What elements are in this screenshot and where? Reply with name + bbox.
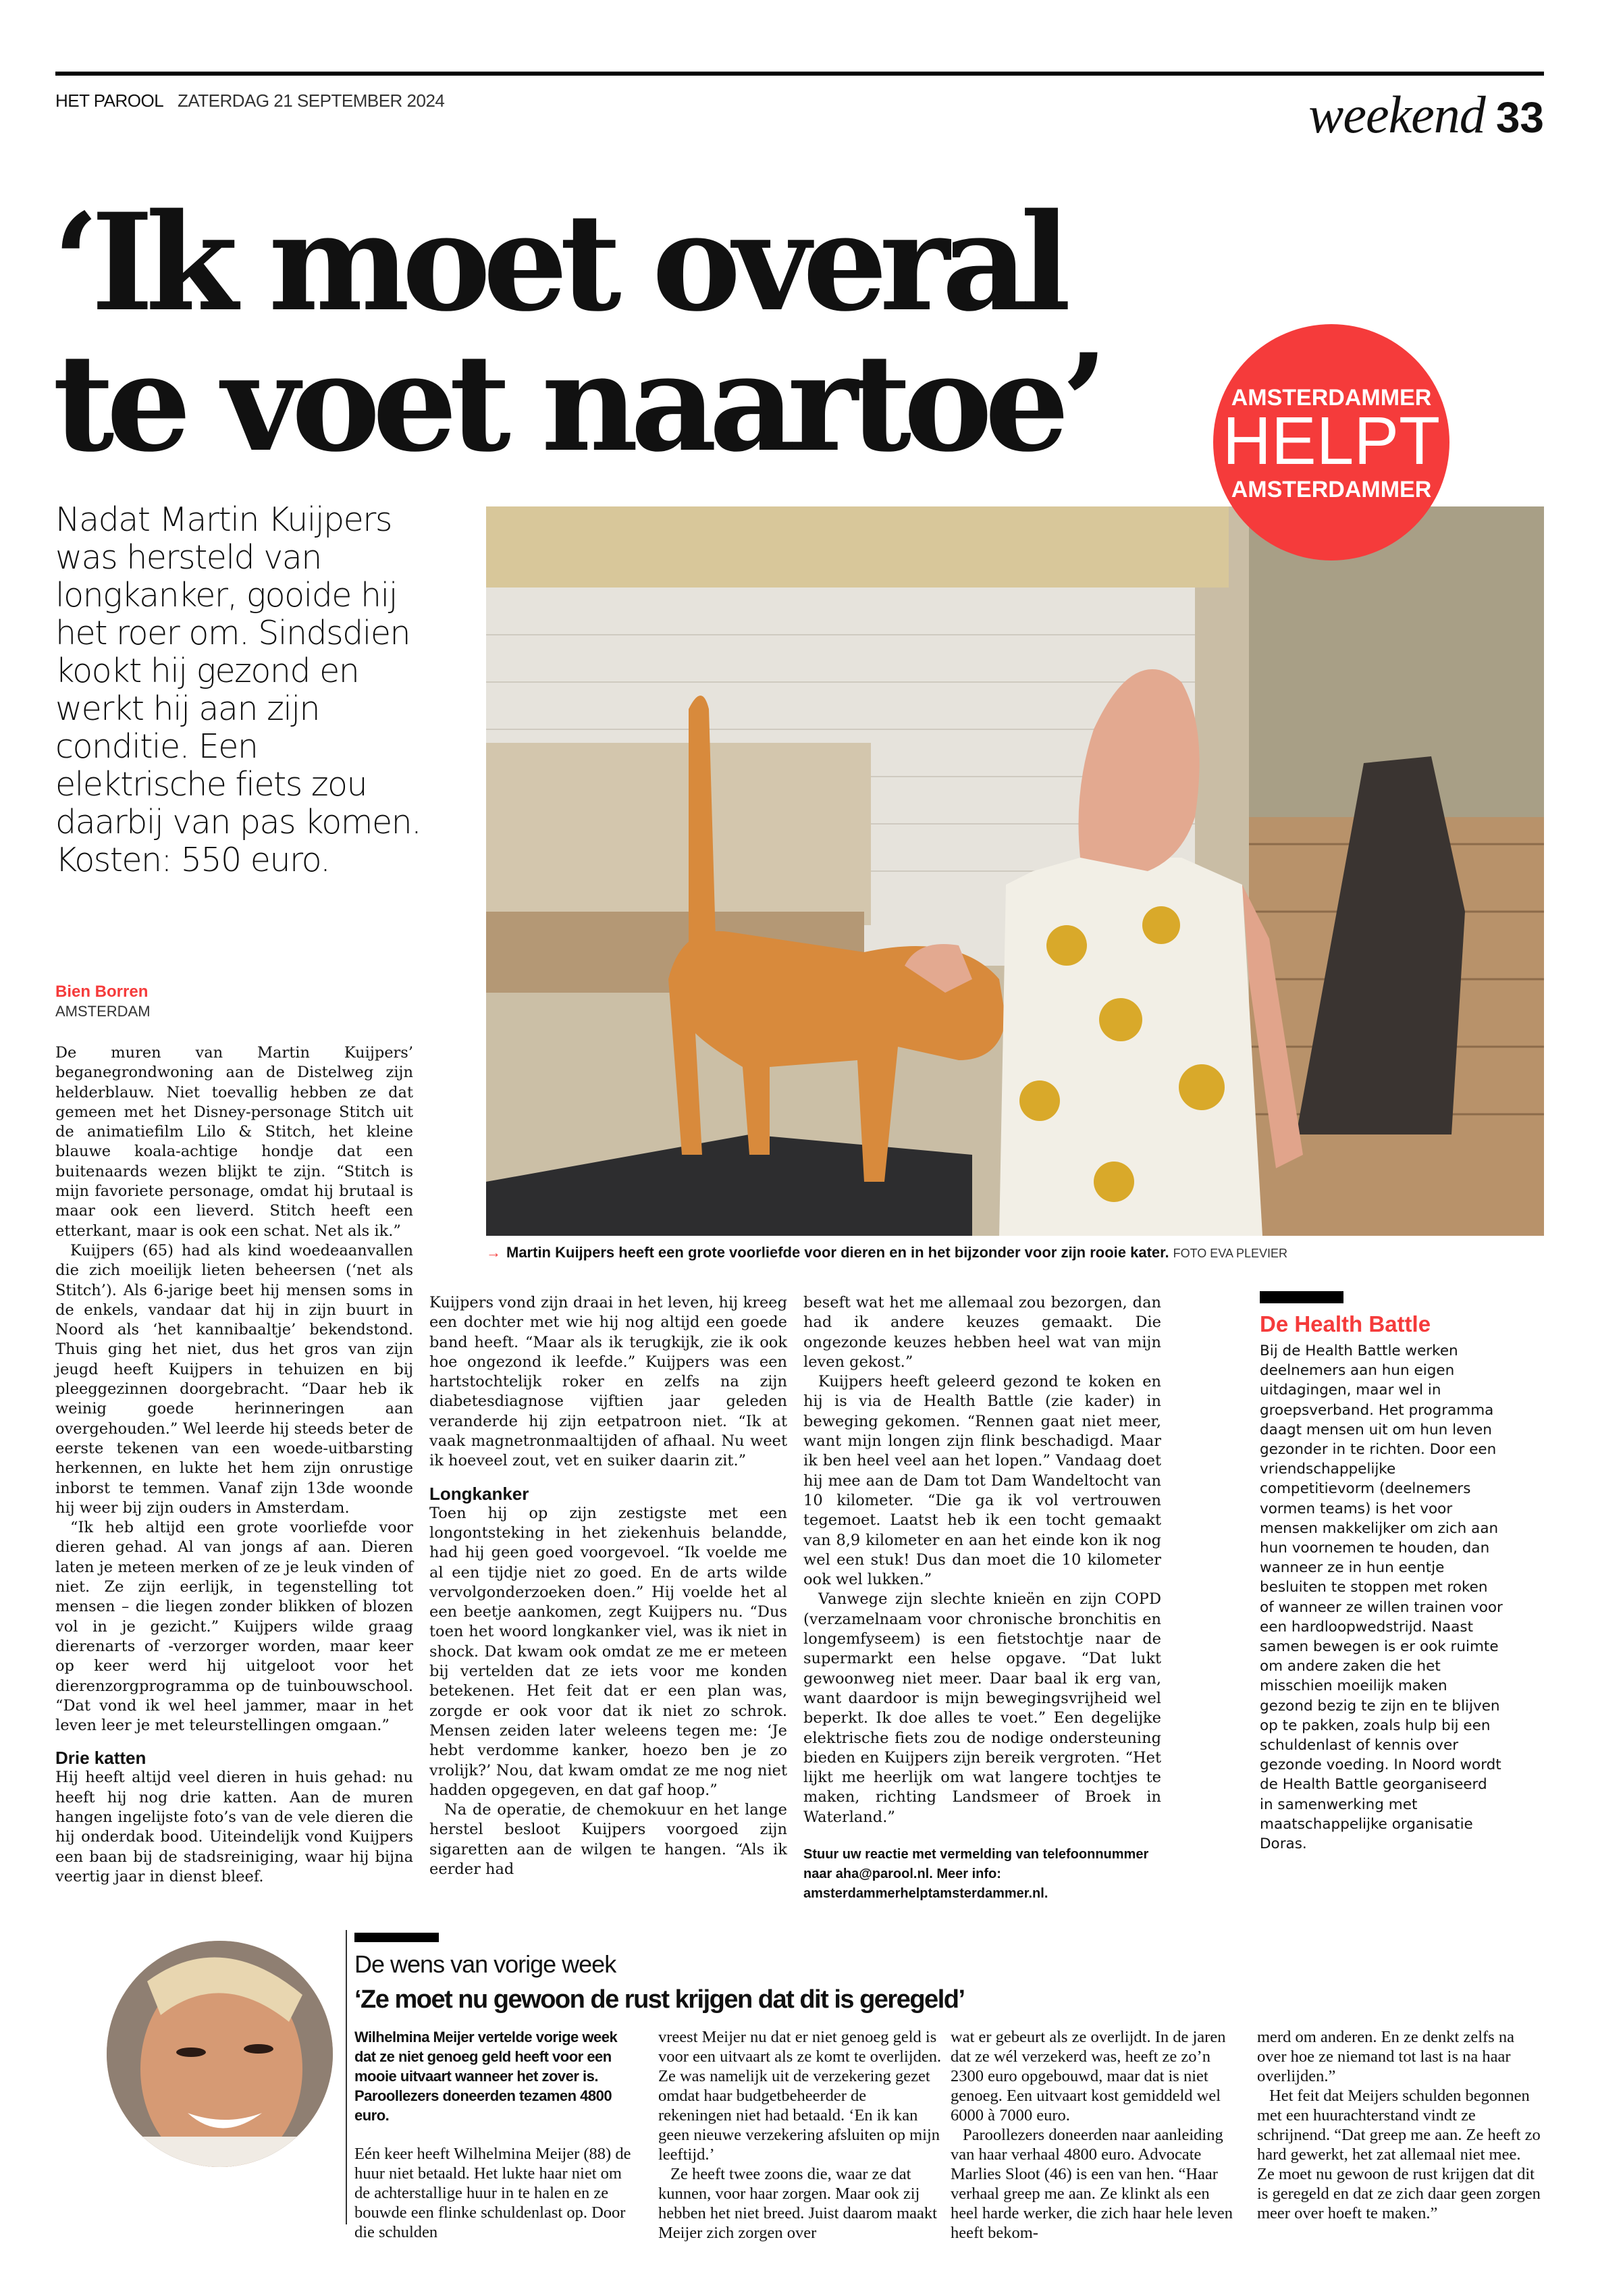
article-photo xyxy=(486,506,1544,1236)
wens-paragraph: Ze heeft twee zoons die, waar ze dat kunnen, voor haar zorgen. Maar ook zij hebben het niet breed. Juist daarom maakt Meijer zich zorgen over xyxy=(658,2165,937,2242)
reader-response-note: Stuur uw reactie met vermelding van telefoonnummer naar aha@parool.nl. Meer info: amsterdammerhelptamsterdammer.nl. xyxy=(803,1847,1149,1902)
wens-paragraph: Paroollezers doneerden naar aanleiding van haar verhaal 4800 euro. Advocate Marlies Sloot (46) is een van hen. “Haar verhaal greep me aan. Ze klinkt als een heel harde werker, die zich haar hele leven heeft bekom- xyxy=(951,2126,1233,2242)
issue-date: ZATERDAG 21 SEPTEMBER 2024 xyxy=(177,90,445,111)
paragraph: Na de operatie, de chemokuur en het lange herstel besloot Kuijpers voorgoed zijn sigaretten aan de wilgen te hangen. “Als ik eerder had xyxy=(429,1801,787,1879)
wens-column-3 xyxy=(951,2027,1234,2243)
health-battle-box xyxy=(1260,1291,1503,1854)
column-3-body xyxy=(803,1293,1161,1827)
paragraph: Kuijpers vond zijn draai in het leven, hij kreeg een dochter met wie hij nog altijd een goede band heeft. “Maar als ik terugkijk, zie ik ook hoe ongezond ik leefde.” Kuijpers was een hartstochtelijk roker en zelfs na zijn diabetesdiagnose vijftien jaar geleden veranderde hij zijn eetpatroon niet. “Ik at vaak magnetronmaaltijden of afhaal. Nu weet ik hoeveel zout, vet en suiker daarin zit.” xyxy=(429,1294,787,1470)
wens-paragraph: Eén keer heeft Wilhelmina Meijer (88) de huur niet betaald. Het lukte haar niet om de achterstallige huur in te halen en ze bouwde een flinke schuldenlast op. Door die schulden xyxy=(354,2145,631,2241)
amsterdammer-helpt-badge xyxy=(1213,324,1449,560)
wens-kicker: De wens van vorige week xyxy=(354,1950,616,1978)
headline-line-2: te voet naartoe’ xyxy=(53,324,1100,481)
wens-column-4 xyxy=(1257,2027,1541,2223)
photo-illustration xyxy=(486,506,1544,1236)
article-column-2 xyxy=(429,1293,787,1879)
paragraph: “Ik heb altijd een grote voorliefde voor dieren gehad. Al van jongs af aan. Dieren laten je meteen merken of ze je leuk vinden of niet. Ze zijn eerlijk, in tegenstelling tot mensen – die liegen zonder blikken of blozen vol in je gezicht.” Kuijpers wilde graag dierenarts of -verzorger worden, maar keer op keer werd hij uitgeloot voor het dierenzorgprogramma op de tuinbouwschool. “Dat vond ik wel heel jammer, maar in het leven leer je met teleurstellingen omgaan.” xyxy=(55,1519,413,1735)
photo-credit: FOTO EVA PLEVIER xyxy=(1173,1247,1288,1260)
badge-line-3: AMSTERDAMMER xyxy=(1231,477,1432,502)
article-column-3 xyxy=(803,1293,1161,1904)
intro-text: Nadat Martin Kuijpers was hersteld van longkanker, gooide hij het roer om. Sindsdien kookt hij gezond en werkt hij aan zijn conditie. Een elektrische fiets zou daarbij van pas komen. Kosten: 550 euro. xyxy=(55,500,421,879)
portrait-photo xyxy=(107,1941,333,2167)
paragraph: Hij heeft altijd veel dieren in huis gehad: nu heeft hij nog drie katten. Aan de muren hangen ingelijste foto’s van de vele dieren die hij onderdak bood. Uiteindelijk vond Kuijpers een baan bij de stadsreiniging, waar hij bijna veertig jaar in dienst bleef. xyxy=(55,1769,413,1885)
page-number: 33 xyxy=(1495,93,1544,142)
newspaper-name: HET PAROOL xyxy=(55,90,164,111)
wens-paragraph: wat er gebeurt als ze overlijdt. In de jaren dat ze wél verzekerd was, heeft ze zo’n 2300 euro opgebouwd, maar dat is niet genoeg. Een uitvaart kost gemiddeld wel 6000 à 7000 euro. xyxy=(951,2028,1226,2124)
headline xyxy=(53,184,1133,481)
wens-paragraph: merd om anderen. En ze denkt zelfs na over hoe ze niemand tot last is na haar overlijden.” xyxy=(1257,2028,1514,2085)
badge-line-2: HELPT xyxy=(1222,403,1441,479)
section-header xyxy=(1308,84,1544,145)
caption-text: Martin Kuijpers heeft een grote voorliefde voor dieren en in het bijzonder voor zijn rooie kater. xyxy=(506,1244,1169,1261)
column-divider xyxy=(346,1930,347,2224)
paragraph: Kuijpers (65) had als kind woedeaanvallen die zich moeilijk lieten beheersen (‘net als Stitch’). Als 6-jarige beet hij mensen soms in de enkels, vandaar dat hij in zijn buurt in Noord als ‘het kannibaaltje’ bekendstond. Thuis ging het niet, dus het gros van zijn jeugd heeft Kuijpers in tehuizen en bij pleeggezinnen doorgebracht. “Daar heb ik weinig goede herinneringen aan overgehouden.” Wel leerde hij steeds beter de eerste tekenen van een woede-uitbarsting herkennen, en lukte het hem zijn onrustige inborst te temmen. Vanaf zijn 13de woonde hij weer bij zijn ouders in Amsterdam. xyxy=(55,1241,413,1517)
wens-column-1 xyxy=(354,2027,638,2242)
wens-column-2 xyxy=(658,2027,942,2243)
badge-line-1: AMSTERDAMMER xyxy=(1231,385,1432,411)
top-rule xyxy=(55,72,1544,76)
paragraph: Vanwege zijn slechte knieën en zijn COPD (verzamelnaam voor chronische bronchitis en longemfyseem) is een fietstochtje naar de supermarkt een helse opgave. “Dat lukt gewoonweg niet meer. Daar baal ik erg van, want daardoor is mijn bewegingsvrijheid wel beperkt. Ik doe alles te voet.” Een degelijke elektrische fiets zou de nodige ondersteuning bieden en Kuijpers zijn bereik vergroten. “Het lijkt me heerlijk om wat langere tochtjes te maken, richting Landsmeer of Broek in Waterland.” xyxy=(803,1590,1161,1826)
wens-paragraph: vreest Meijer nu dat er niet genoeg geld is voor een uitvaart als ze komt te overlijden. Ze was namelijk uit de verzekering gezet omdat haar budgetbeheerder de rekeningen niet had betaald. ‘En ik kan geen nieuwe verzekering afsluiten op mijn leeftijd.’ xyxy=(658,2028,942,2164)
wens-paragraph: Het feit dat Meijers schulden begonnen met een huurachterstand vindt ze schrijnend. “Dat greep me aan. Ze heeft zo hard gewerkt, het zat allemaal niet mee. Ze moet nu gewoon de rust krijgen dat dit is geregeld en dat ze zich daar geen zorgen meer over hoeft te maken.” xyxy=(1257,2087,1541,2222)
byline xyxy=(55,983,151,1020)
wens-headline: ‘Ze moet nu gewoon de rust krijgen dat dit is geregeld’ xyxy=(354,1985,965,2014)
headline-line-1: ‘Ik moet overal xyxy=(53,184,1063,341)
portrait-illustration xyxy=(107,1941,333,2167)
paragraph: Kuijpers heeft geleerd gezond te koken en hij is via de Health Battle (zie kader) in beweging gekomen. “Rennen gaat niet meer, want mijn longen zijn flink beschadigd. Maar ik ben heel veel aan het lopen.” Vandaag doet hij mee aan de Dam tot Dam Wandeltocht van 10 kilometer. “Die ga ik vol vertrouwen tegemoet. Laatst heb ik een tocht gemaakt van 8,9 kilometer en aan het einde kon ik nog wel een stuk! Dus dan moet die 10 kilometer ook wel lukken.” xyxy=(803,1373,1161,1589)
section-name: weekend xyxy=(1308,85,1485,144)
box-title: De Health Battle xyxy=(1260,1311,1431,1336)
masthead xyxy=(55,90,444,111)
dateline: AMSTERDAM xyxy=(55,1003,151,1020)
arrow-right-icon: → xyxy=(486,1244,501,1261)
paragraph: Toen hij op zijn zestigste met een longontsteking in het ziekenhuis belandde, had hij geen goed voorgevoel. “Ik voelde me al een tijdje niet zo goed. En de arts wilde vervolgonderzoeken doen.” Hij voelde het al een beetje aankomen, zegt Kuijpers nu. “Dus toen het woord longkanker viel, was ik niet in shock. Dat kwam ook omdat ze me er meteen bij vertelden dat ze iets voor me konden betekenen. Het feit dat er een plan was, zorgde er ook voor dat ik niet zo schrok. Mensen zeiden later weleens tegen me: ‘Je hebt verdomme kanker, hoezo ben je zo vrolijk?’ Nou, dat kwam omdat ze me nog niet hadden opgegeven, en dat gaf hoop.” xyxy=(429,1504,787,1799)
paragraph: beseft wat het me allemaal zou bezorgen, dan had ik andere keuzes gemaakt. Die ongezonde keuzes hebben heel wat van mijn leven gekost.” xyxy=(803,1294,1161,1371)
subheading: Drie katten xyxy=(55,1748,147,1769)
wens-bar xyxy=(354,1933,439,1942)
box-body: Bij de Health Battle werken deelnemers aan hun eigen uitdagingen, maar wel in groepsverband. Het programma daagt mensen uit om hun leven gezonder in te richten. Door een vriendschappelijke competitievorm (deelnemers vormen teams) is het voor mensen makkelijker om zich aan hun voornemen te houden, dan wanneer ze in hun eentje besluiten te stoppen met roken of wanneer ze willen trainen voor een hardloopwedstrijd. Naast samen bewegen is er ook ruimte om andere zaken die het misschien moeilijk maken gezond bezig te zijn en te blijven op te pakken, zoals hulp bij een schuldenlast of kennis over gezonde voeding. In Noord wordt de Health Battle georganiseerd in samenwerking met maatschappelijke organisatie Doras. xyxy=(1260,1342,1503,1853)
paragraph: De muren van Martin Kuijpers’ beganegrondwoning aan de Distelweg zijn helderblauw. Niet toevallig hebben ze dat gemeen met het Disney-personage Stitch uit de animatiefilm Lilo & Stitch, het kleine blauwe koala-achtige hondje dat een buitenaards wezen blijkt te zijn. “Stitch is mijn favoriete personage, omdat hij brutaal is maar ook een lieverd. Stitch heeft een etterkant, maar is ook een schat. Net als ik.” xyxy=(55,1044,413,1240)
wens-lead: Wilhelmina Meijer vertelde vorige week dat ze niet genoeg geld heeft voor een mooie uitvaart wanneer het zover is. Paroollezers doneerden tezamen 4800 euro. xyxy=(354,2029,618,2124)
subheading: Longkanker xyxy=(429,1483,529,1504)
author-name: Bien Borren xyxy=(55,983,149,1001)
photo-caption xyxy=(486,1244,1287,1261)
box-bar xyxy=(1260,1291,1343,1303)
article-column-1 xyxy=(55,1043,413,1887)
